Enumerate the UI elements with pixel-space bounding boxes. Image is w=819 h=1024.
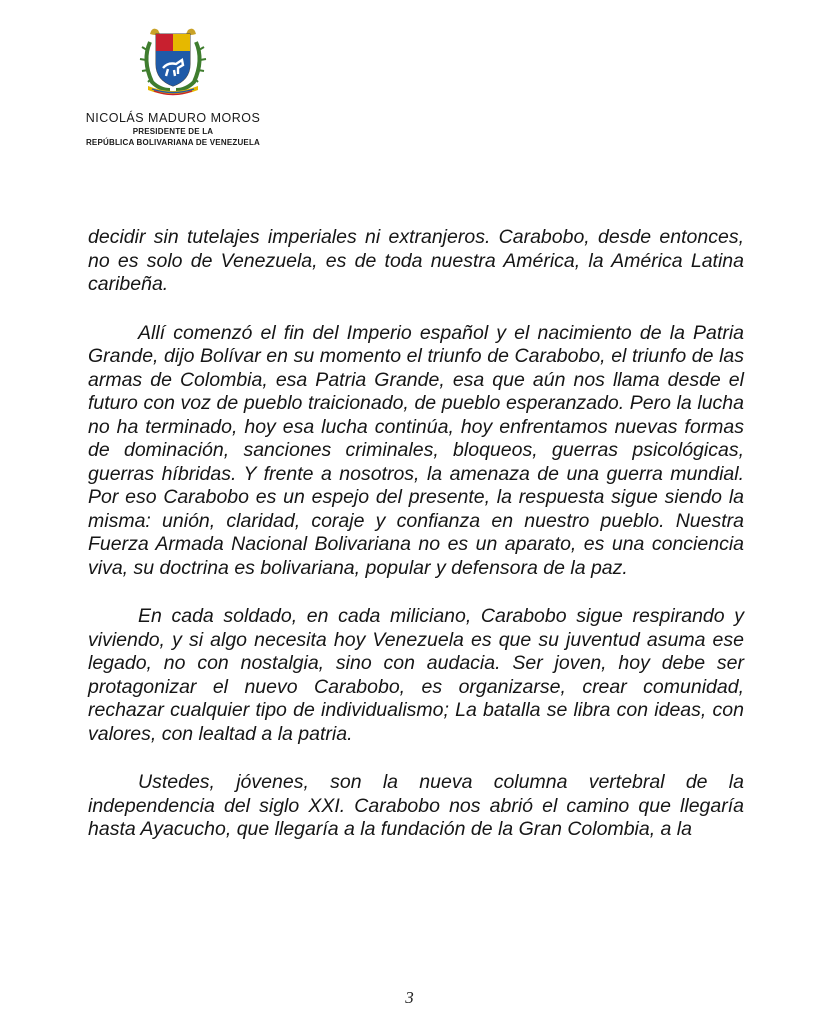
paragraph: Ustedes, jóvenes, son la nueva columna vertebral de la independencia del siglo XXI. Carabobo nos abrió el camino que llegaría hasta Ayacucho, que llegaría a la fundación de la Gran Colombia, a la [88, 771, 744, 840]
coat-of-arms-icon [138, 20, 208, 96]
paragraph: decidir sin tutelajes imperiales ni extranjeros. Carabobo, desde entonces, no es solo de Venezuela, es de toda nuestra América, la América Latina caribeña. [88, 226, 744, 295]
author-title-line2: REPÚBLICA BOLIVARIANA DE VENEZUELA [85, 138, 261, 147]
paragraph: Allí comenzó el fin del Imperio español y el nacimiento de la Patria Grande, dijo Bolívar en su momento el triunfo de Carabobo, el triunfo de las armas de Colombia, esa Patria Grande, esa que aún nos llama desde el futuro con voz de pueblo traicionado, de pueblo esperanzado. Pero la lucha no ha terminado, hoy esa lucha continúa, hoy enfrentamos nuevas formas de dominación, sanciones criminales, bloqueos, guerras psicológicas, guerras híbridas. Y frente a nosotros, la amenaza de una guerra mundial. Por eso Carabobo es un espejo del presente, la respuesta sigue siendo la misma: unión, claridad, coraje y confianza en nuestro pueblo. Nuestra Fuerza Armada Nacional Bolivariana no es un aparato, es una conciencia viva, su doctrina es bolivariana, popular y defensora de la paz. [88, 321, 744, 579]
author-title-line1: PRESIDENTE DE LA [132, 127, 214, 136]
author-name: NICOLÁS MADURO MOROS [85, 111, 261, 125]
document-body [88, 226, 744, 867]
paragraph: En cada soldado, en cada miliciano, Carabobo sigue respirando y viviendo, y si algo necesita hoy Venezuela es que su juventud asuma ese legado, no con nostalgia, sino con audacia. Ser joven, hoy debe ser protagonizar el nuevo Carabobo, es organizarse, crear comunidad, rechazar cualquier tipo de individualismo; La batalla se libra con ideas, con valores, con lealtad a la patria. [88, 605, 744, 745]
letterhead [60, 111, 286, 148]
page-number: 3 [405, 988, 414, 1007]
